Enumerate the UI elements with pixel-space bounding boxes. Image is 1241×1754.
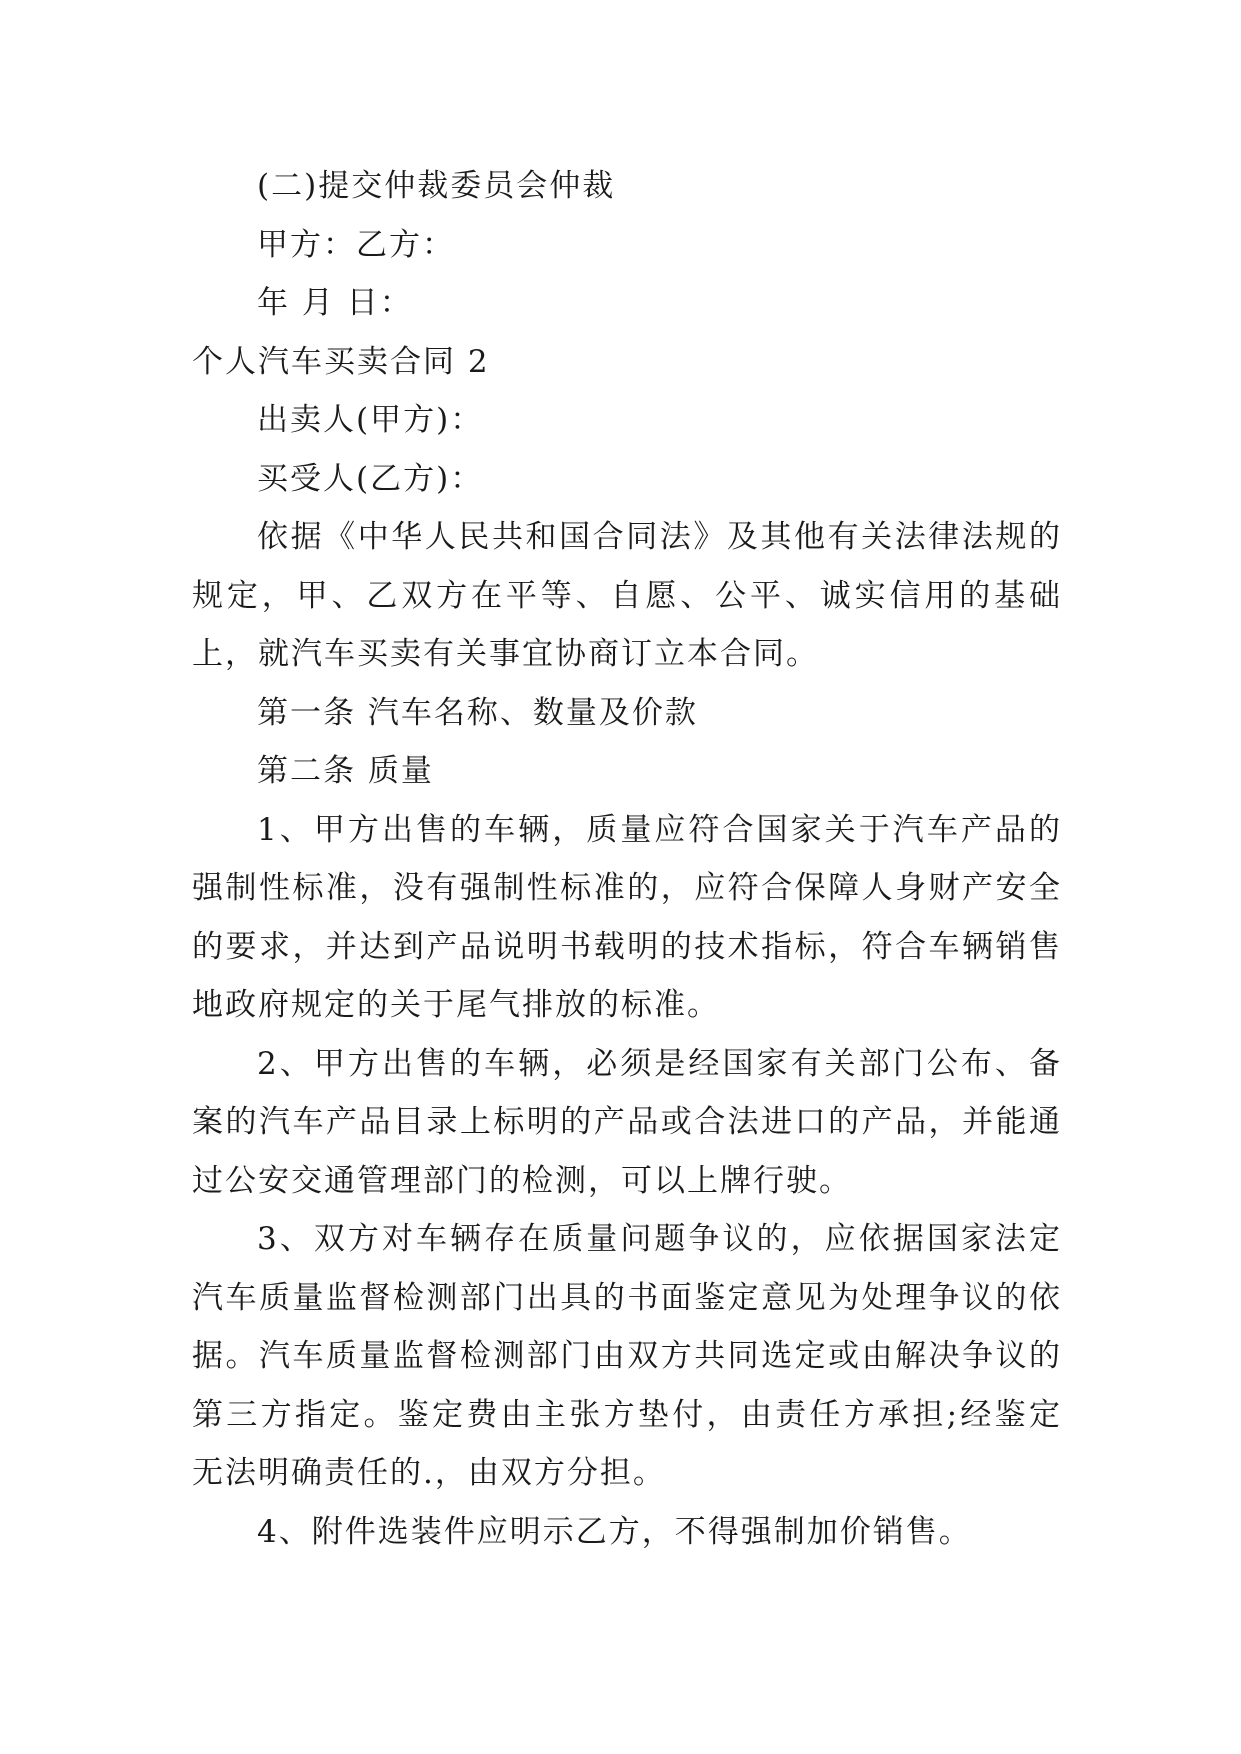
article-2-clause-4: 4、附件选装件应明示乙方，不得强制加价销售。 bbox=[257, 1513, 972, 1550]
article-2-clause-1: 1、甲方出售的车辆，质量应符合国家关于汽车产品的强制性标准，没有强制性标准的，应符合保障人身财产安全的要求，并达到产品说明书载明的技术指标，符合车辆销售地政府规定的关于尾气排放的标准。 bbox=[192, 811, 1062, 1023]
article-2-heading: 第二条 质量 bbox=[257, 753, 434, 789]
paragraph-buyer: 买受人(乙方)： bbox=[257, 460, 484, 497]
article-2-clause-3: 3、双方对车辆存在质量问题争议的，应依据国家法定汽车质量监督检测部门出具的书面鉴定意见为处理争议的依据。汽车质量监督检测部门由双方共同选定或由解决争议的第三方指定。鉴定费由主张方垫付，由责任方承担;经鉴定无法明确责任的.，由双方分担。 bbox=[192, 1221, 1062, 1491]
article-2-clause-2: 2、甲方出售的车辆，必须是经国家有关部门公布、备案的汽车产品目录上标明的产品或合法进口的产品，并能通过公安交通管理部门的检测，可以上牌行驶。 bbox=[192, 1045, 1062, 1199]
paragraph-party-signatures: 甲方：乙方： bbox=[257, 226, 455, 263]
document-body bbox=[192, 157, 1062, 1561]
paragraph-seller: 出卖人(甲方)： bbox=[257, 402, 484, 438]
paragraph-preamble: 依据《中华人民共和国合同法》及其他有关法律法规的规定，甲、乙双方在平等、自愿、公平、诚实信用的基础上，就汽车买卖有关事宜协商订立本合同。 bbox=[192, 519, 1062, 672]
article-1-heading: 第一条 汽车名称、数量及价款 bbox=[257, 694, 698, 731]
paragraph-arbitration: (二)提交仲裁委员会仲裁 bbox=[257, 168, 616, 204]
paragraph-date: 年 月 日： bbox=[257, 285, 413, 321]
contract-title: 个人汽车买卖合同 2 bbox=[192, 343, 490, 380]
